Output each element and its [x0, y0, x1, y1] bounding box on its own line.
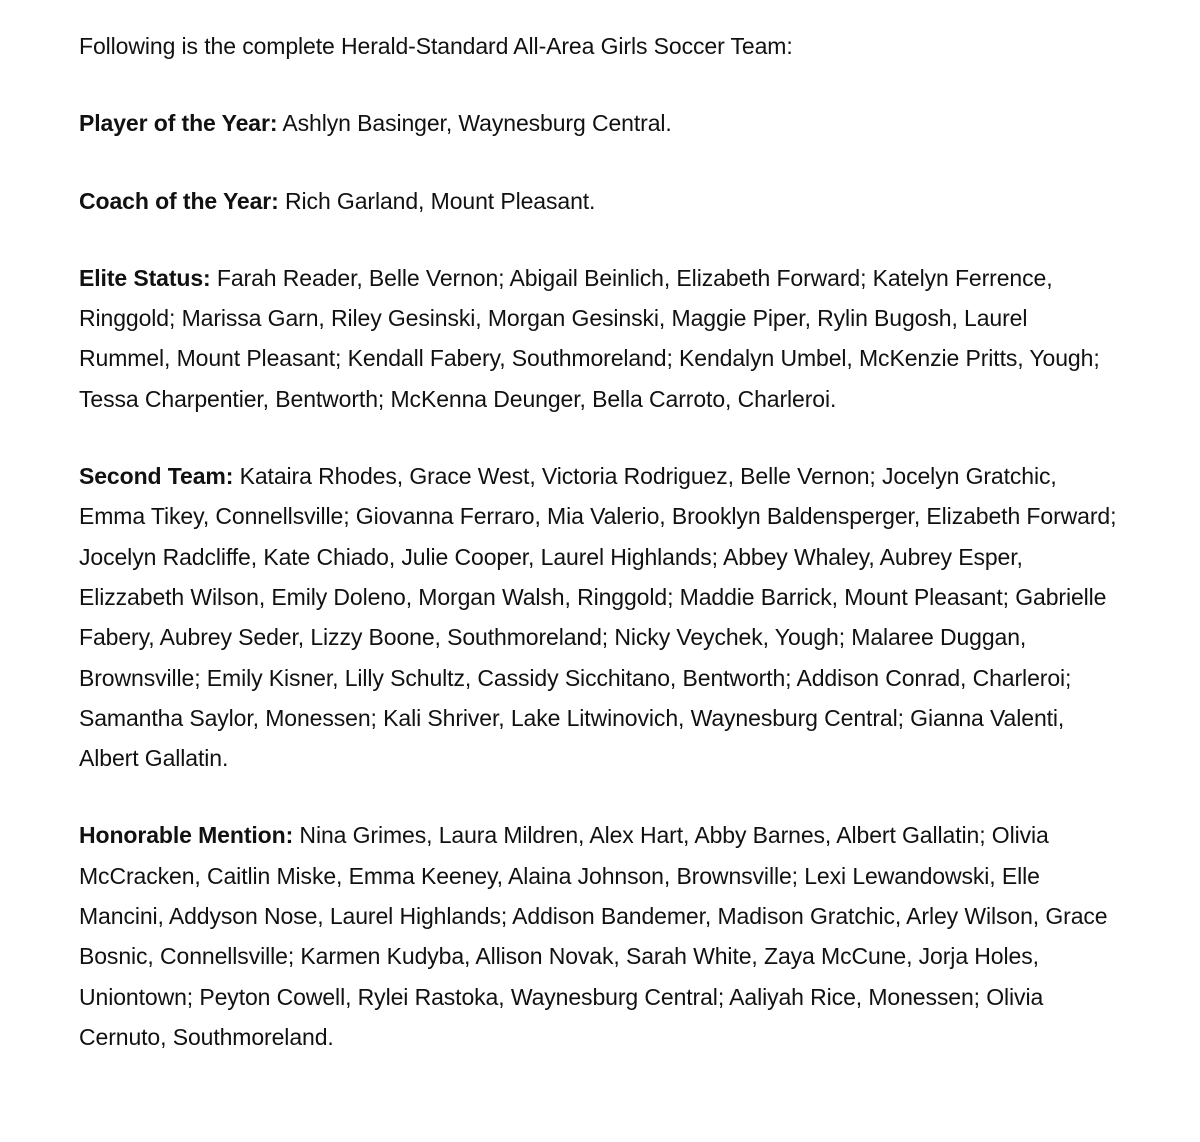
article-body — [79, 26, 1119, 1094]
intro-paragraph: Following is the complete Herald-Standard All-Area Girls Soccer Team: — [79, 33, 793, 59]
honorable-mention-text: Nina Grimes, Laura Mildren, Alex Hart, Abby Barnes, Albert Gallatin; Olivia McCracken, Caitlin Miske, Emma Keeney, Alaina Johnson, Brownsville; Lexi Lewandowski, Elle Mancini, Addyson Nose, Laurel Highlands; Addison Bandemer, Madison Gratchic, Arley Wilson, Grace Bosnic, Connellsville; Karmen Kudyba, Allison Novak, Sarah White, Zaya McCune, Jorja Holes, Uniontown; Peyton Cowell, Rylei Rastoka, Waynesburg Central; Aaliyah Rice, Monessen; Olivia Cernuto, Southmoreland. — [79, 822, 1108, 1050]
player-of-the-year-label: Player of the Year: — [79, 110, 278, 137]
coach-of-the-year-text: Rich Garland, Mount Pleasant. — [278, 187, 596, 214]
second-team-paragraph — [79, 456, 1119, 778]
player-of-the-year-paragraph — [79, 103, 1119, 143]
second-team-text: Kataira Rhodes, Grace West, Victoria Rodriguez, Belle Vernon; Jocelyn Gratchic, Emma Tikey, Connellsville; Giovanna Ferraro, Mia Valerio, Brooklyn Baldensperger, Elizabeth Forward; Jocelyn Radcliffe, Kate Chiado, Julie Cooper, Laurel Highlands; Abbey Whaley, Aubrey Esper, Elizzabeth Wilson, Emily Doleno, Morgan Walsh, Ringgold; Maddie Barrick, Mount Pleasant; Gabrielle Fabery, Aubrey Seder, Lizzy Boone, Southmoreland; Nicky Veychek, Yough; Malaree Duggan, Brownsville; Emily Kisner, Lilly Schultz, Cassidy Sicchitano, Bentworth; Addison Conrad, Charleroi; Samantha Saylor, Monessen; Kali Shriver, Lake Litwinovich, Waynesburg Central; Gianna Valenti, Albert Gallatin. — [79, 463, 1117, 772]
elite-status-text: Farah Reader, Belle Vernon; Abigail Beinlich, Elizabeth Forward; Katelyn Ferrence, Ringgold; Marissa Garn, Riley Gesinski, Morgan Gesinski, Maggie Piper, Rylin Bugosh, Laurel Rummel, Mount Pleasant; Kendall Fabery, Southmoreland; Kendalyn Umbel, McKenzie Pritts, Yough; Tessa Charpentier, Bentworth; McKenna Deunger, Bella Carroto, Charleroi. — [79, 264, 1100, 412]
honorable-mention-paragraph — [79, 815, 1119, 1057]
elite-status-label: Elite Status: — [79, 264, 211, 291]
elite-status-paragraph — [79, 258, 1119, 419]
player-of-the-year-text: Ashlyn Basinger, Waynesburg Central. — [277, 110, 672, 137]
coach-of-the-year-label: Coach of the Year: — [79, 187, 279, 214]
coach-of-the-year-paragraph — [79, 181, 1119, 221]
second-team-label: Second Team: — [79, 463, 234, 490]
honorable-mention-label: Honorable Mention: — [79, 822, 294, 849]
